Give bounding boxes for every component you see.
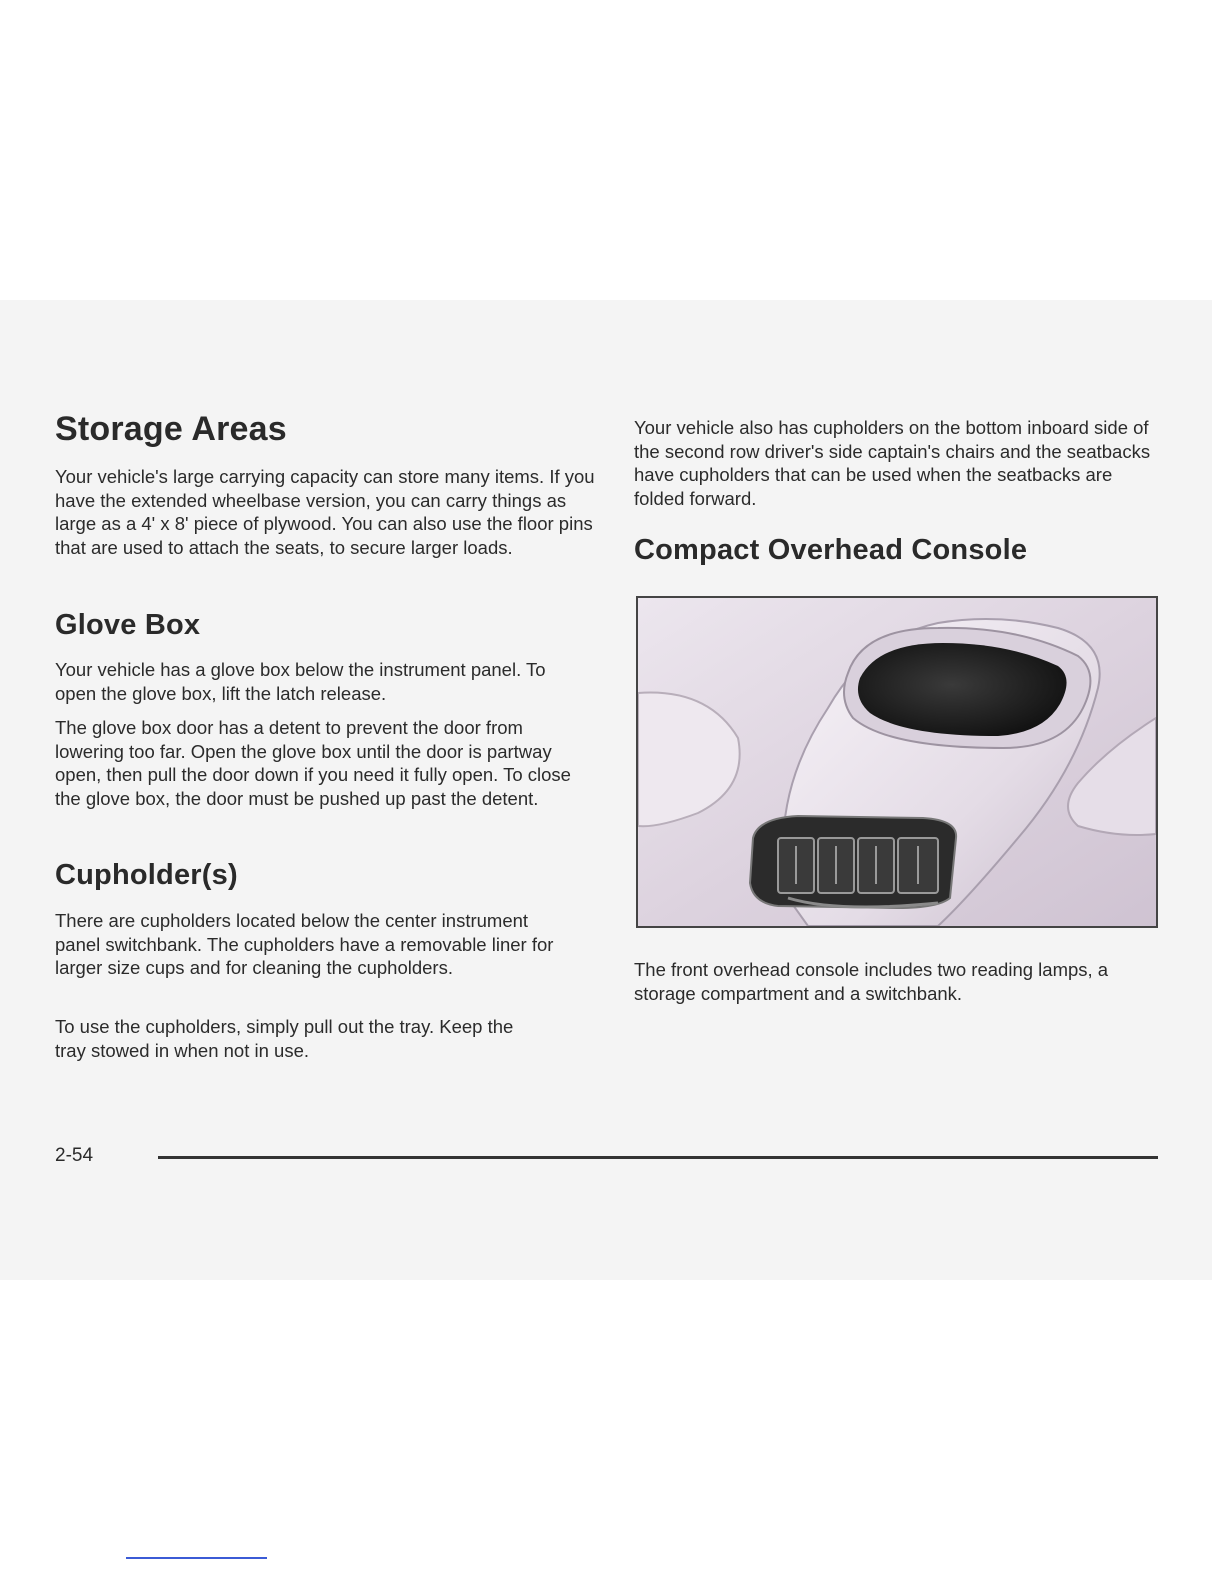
glove-box-paragraph-1: Your vehicle has a glove box below the instrument panel. To open the glove box, lift the latch release. [55, 659, 546, 704]
compact-overhead-console-heading: Compact Overhead Console [634, 534, 1028, 566]
cupholders-paragraph-2: To use the cupholders, simply pull out the tray. Keep the tray stowed in when not in use. [55, 1016, 514, 1061]
storage-areas-heading: Storage Areas [55, 410, 287, 448]
overhead-console-caption: The front overhead console includes two reading lamps, a storage compartment and a switchbank. [634, 959, 1109, 1004]
footer-rule [158, 1156, 1158, 1159]
second-row-cupholders-text: Your vehicle also has cupholders on the bottom inboard side of the second row driver's side captain's chairs and the seatbacks have cupholders that can be used when the seatbacks are folded forward. [634, 417, 1151, 509]
glove-box-paragraph-2: The glove box door has a detent to prevent the door from lowering too far. Open the glove box until the door is partway open, then pull the door down if you need it fully open. To close the glove box, the door must be pushed up past the detent. [55, 717, 571, 809]
bottom-underline [126, 1557, 267, 1559]
cupholders-heading: Cupholder(s) [55, 859, 238, 891]
cupholders-paragraph-1: There are cupholders located below the center instrument panel switchbank. The cupholders have a removable liner for larger size cups and for cleaning the cupholders. [55, 910, 554, 978]
glove-box-heading: Glove Box [55, 609, 201, 641]
page-number: 2-54 [55, 1145, 94, 1166]
overhead-console-photo [636, 596, 1158, 928]
overhead-console-illustration [638, 598, 1156, 926]
storage-areas-body: Your vehicle's large carrying capacity can store many items. If you have the extended wheelbase version, you can carry things as large as a 4' x 8' piece of plywood. You can also use the floor pins that are used to attach the seats, to secure larger loads. [55, 466, 595, 558]
